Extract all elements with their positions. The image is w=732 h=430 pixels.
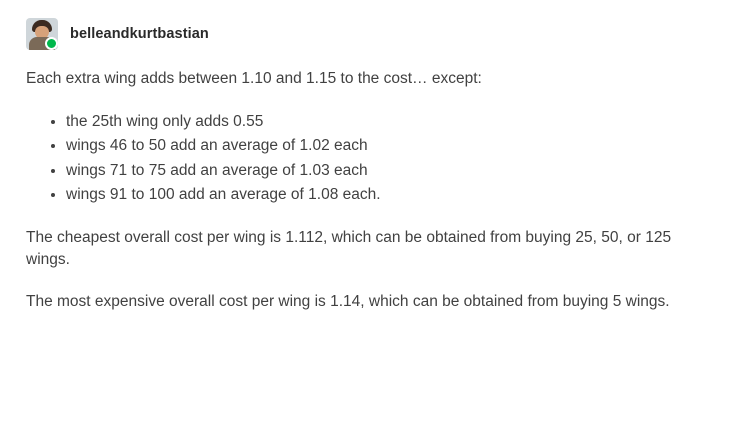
- bullet-list: [26, 110, 706, 206]
- list-item: • wings 46 to 50 add an average of 1.02 each: [66, 134, 706, 158]
- online-badge-icon: [45, 37, 58, 50]
- list-item: • wings 91 to 100 add an average of 1.08 each.: [66, 183, 706, 207]
- intro-paragraph: Each extra wing adds between 1.10 and 1.15 to the cost… except:: [26, 70, 482, 87]
- post-author-username[interactable]: belleandkurtbastian: [70, 26, 209, 42]
- post-body: [26, 68, 706, 314]
- most-expensive-paragraph: The most expensive overall cost per wing is 1.14, which can be obtained from buying 5 wings.: [26, 293, 670, 311]
- list-item: • the 25th wing only adds 0.55: [66, 110, 706, 134]
- post-header: [26, 18, 706, 50]
- list-item: • wings 71 to 75 add an average of 1.03 each: [66, 159, 706, 183]
- cheapest-paragraph: The cheapest overall cost per wing is 1.112, which can be obtained from buying 25, 50, or 125 wings.: [26, 228, 672, 268]
- avatar[interactable]: [26, 18, 58, 50]
